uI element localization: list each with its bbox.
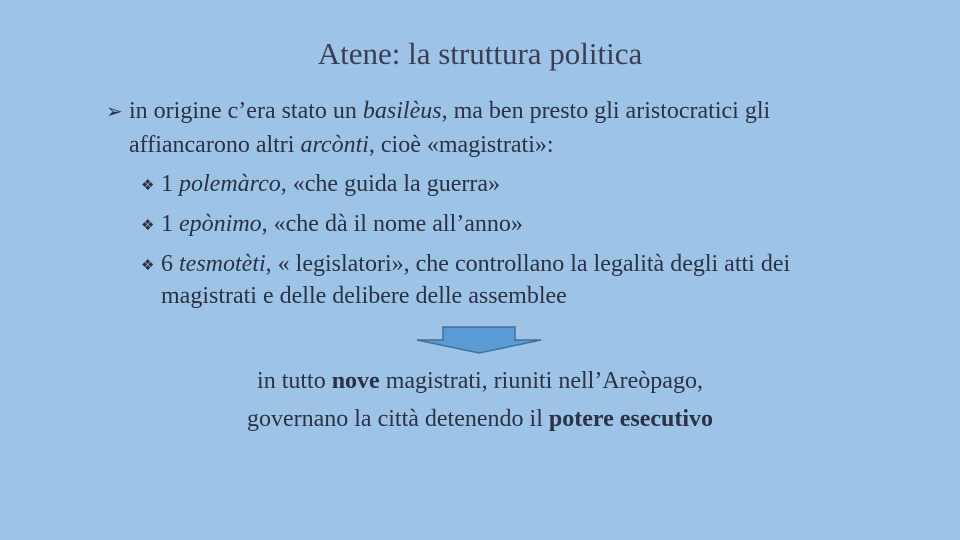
slide-title: Atene: la struttura politica xyxy=(317,36,643,71)
sub-bullet-item-polemarco xyxy=(141,168,871,200)
main-bullet-text xyxy=(129,94,866,162)
sub-bullet-rest: , «che guida la guerra» xyxy=(280,171,500,197)
conclusion-line-2 xyxy=(0,400,960,438)
conclusion-text-part: in tutto xyxy=(257,368,332,394)
conclusion-bold-nove: nove xyxy=(331,368,380,394)
conclusion-text-part: magistrati, riuniti nell’Areòpago, xyxy=(379,368,703,394)
conclusion-bold-potere-esecutivo: potere esecutivo xyxy=(548,406,714,432)
arrow-right-bullet-icon: ➢ xyxy=(106,99,123,123)
main-bullet-italic-2: arcònti xyxy=(300,132,369,158)
sub-bullet-rest: , « legislatori», che controllano la legalità degli atti dei magistrati e delle delibere delle assemblee xyxy=(161,251,791,309)
sub-bullet-number: 1 xyxy=(161,211,179,237)
sub-bullet-term: tesmotèti xyxy=(179,251,266,277)
conclusion-text-part: governano la città detenendo il xyxy=(246,406,549,432)
main-bullet-text-1: in origine c’era stato un xyxy=(129,98,363,124)
sub-bullet-item-eponimo xyxy=(141,208,871,240)
sub-bullet-rest: , «che dà il nome all’anno» xyxy=(261,211,523,237)
sub-bullet-text xyxy=(161,208,871,240)
sub-bullet-text xyxy=(161,248,871,312)
sub-bullet-term: polemàrco xyxy=(179,171,281,197)
sub-bullet-text xyxy=(161,168,871,200)
sub-bullet-number: 6 xyxy=(161,251,179,277)
main-bullet-italic-1: basilèus xyxy=(362,98,442,124)
diamond-bullet-icon: ❖ xyxy=(141,256,155,274)
sub-bullet-number: 1 xyxy=(161,171,179,197)
diamond-bullet-icon: ❖ xyxy=(141,216,155,234)
main-bullet-text-2: , ma ben presto gli aristocratici gli affiancarono altri xyxy=(129,98,771,158)
down-arrow-icon xyxy=(416,326,542,354)
sub-bullet-term: epònimo xyxy=(179,211,262,237)
sub-bullet-item-tesmoteti xyxy=(141,248,871,312)
main-bullet-item xyxy=(106,94,866,162)
diamond-bullet-icon: ❖ xyxy=(141,176,155,194)
sub-bullet-list xyxy=(141,168,871,320)
conclusion-text xyxy=(0,362,960,438)
main-bullet-text-3: , cioè «magistrati»: xyxy=(368,132,554,158)
conclusion-line-1 xyxy=(0,362,960,400)
